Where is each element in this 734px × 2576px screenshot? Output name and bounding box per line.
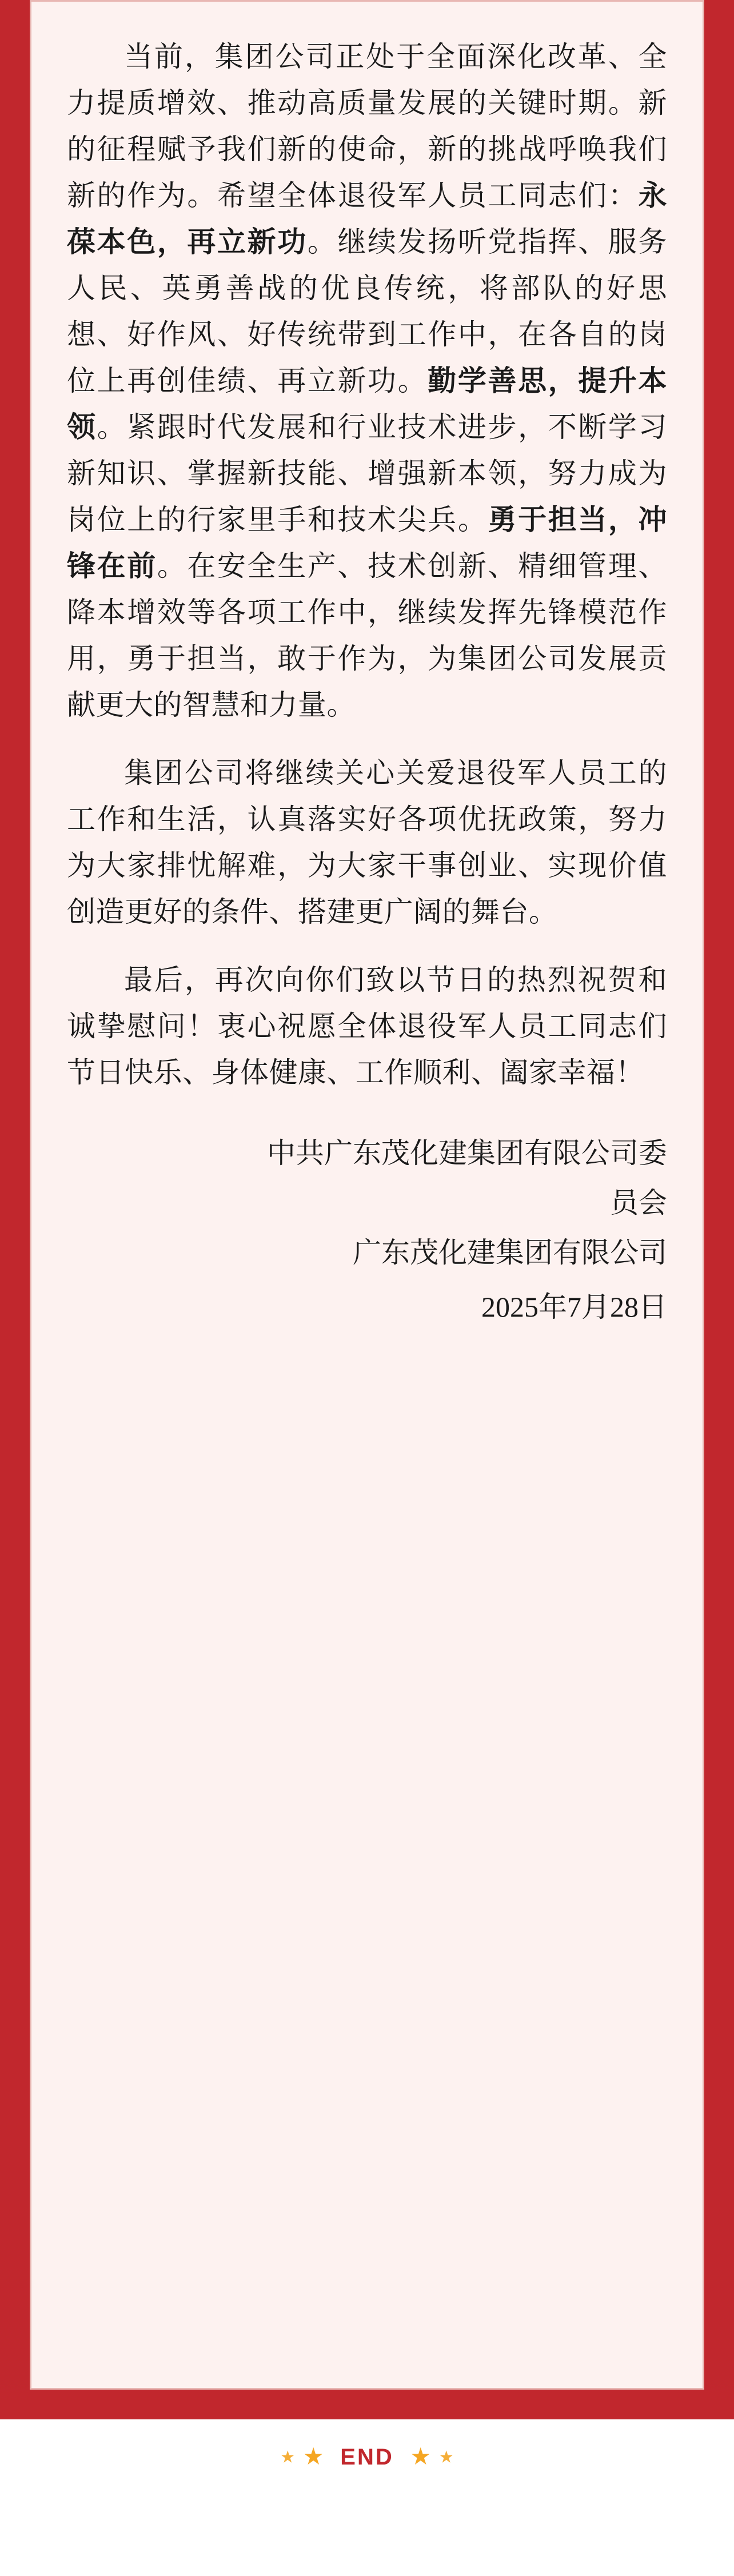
body-text: 集团公司将继续关心关爱退役军人员工的工作和生活，认真落实好各项优抚政策，努力为大家排忧解难，为大家干事创业、实现价值创造更好的条件、搭建更广阔的舞台。 (67, 757, 667, 928)
paragraph-1 (67, 34, 667, 728)
signature-org-line-2: 广东茂化建集团有限公司 (353, 1237, 667, 1269)
signature-date: 2025年7月28日 (481, 1291, 667, 1323)
body-text: 。紧跟时代发展和行业技术进步，不断学习新知识、掌握新技能、增强新本领，努力成为岗位上的行家里手和技术尖兵。 (67, 411, 668, 536)
paragraph-2 (67, 750, 667, 935)
body-text: 。在安全生产、技术创新、精细管理、降本增效等各项工作中，继续发挥先锋模范作用，勇于担当，敢于作为，为集团公司发展贡献更大的智慧和力量。 (67, 550, 668, 721)
end-label: END (340, 2445, 394, 2470)
body-text: 。继续发扬听党指挥、服务人民、英勇善战的优良传统，将部队的好思想、好作风、好传统带到工作中，在各自的岗位上再创佳绩、再立新功。 (67, 226, 668, 397)
letter-body (67, 34, 667, 1096)
signature-block (67, 1130, 667, 1330)
paragraph-3 (67, 957, 667, 1096)
end-footer (0, 2419, 734, 2493)
emphasis-text: 永葆本色，再立新功 (67, 180, 667, 258)
body-text: 最后，再次向你们致以节日的热烈祝贺和诚挚慰问！衷心祝愿全体退役军人员工同志们节日快乐、身体健康、工作顺利、阖家幸福！ (67, 964, 667, 1088)
star-icon: ★ (410, 2446, 430, 2468)
letter-sheet (30, 0, 704, 2390)
body-text: 当前，集团公司正处于全面深化改革、全力提质增效、推动高质量发展的关键时期。新的征程赋予我们新的使命，新的挑战呼唤我们新的作为。希望全体退役军人员工同志们： (67, 41, 667, 212)
emphasis-text: 勤学善思，提升本领 (67, 365, 668, 443)
star-icon: ★ (304, 2446, 324, 2468)
emphasis-text: 勇于担当，冲锋在前 (67, 504, 668, 582)
signature-org-line-1-cont: 员会 (610, 1187, 667, 1219)
star-icon: ★ (281, 2450, 295, 2465)
signature-org-line-1: 中共广东茂化建集团有限公司委 (267, 1137, 667, 1169)
star-icon: ★ (439, 2450, 453, 2465)
